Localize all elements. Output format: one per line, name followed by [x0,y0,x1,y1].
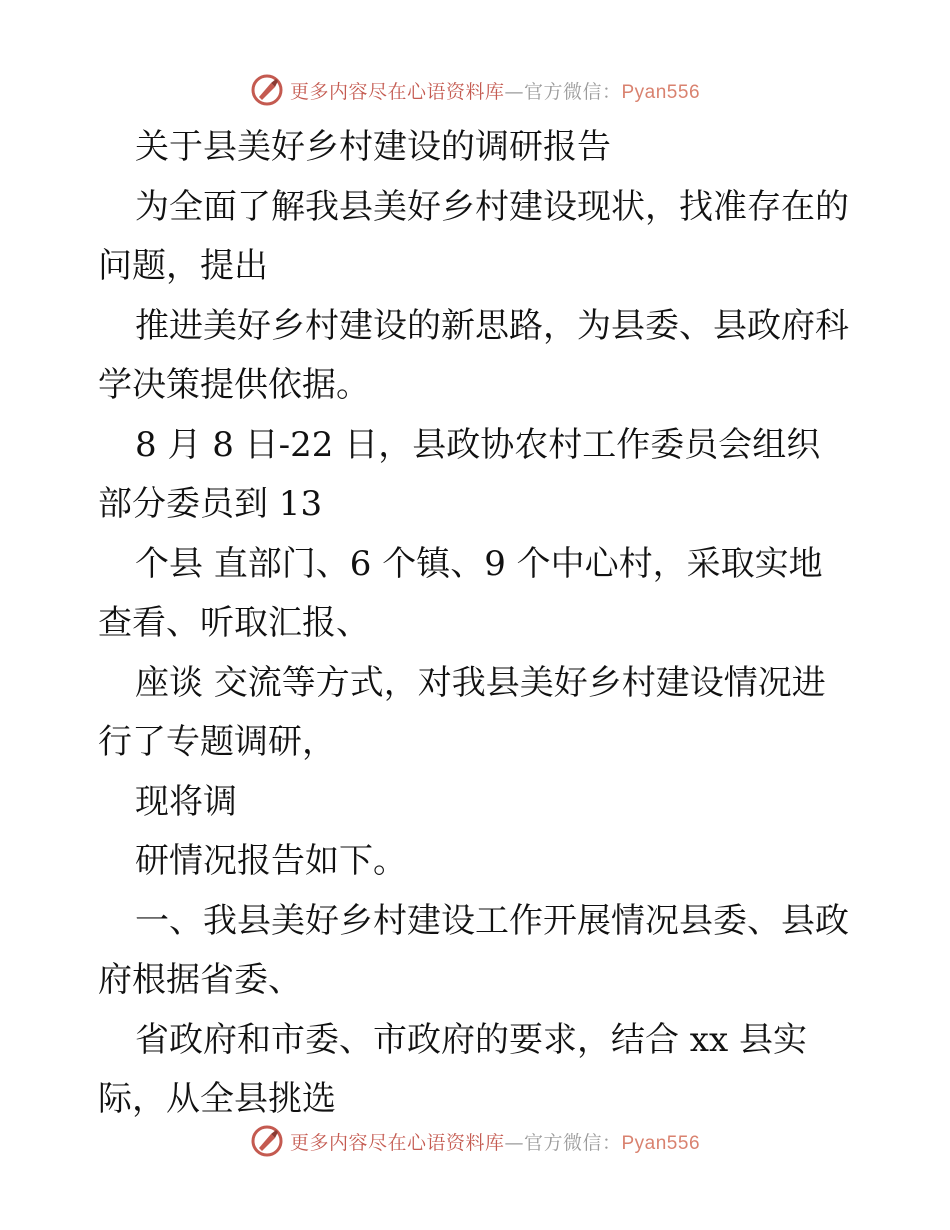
document-line: 查看、听取汇报、 [98,603,370,643]
document-line: 学决策提供依据。 [98,365,370,405]
document-line: 8 月 8 日-22 日，县政协农村工作委员会组织 [135,424,821,465]
document-line: 现将调 [135,781,237,822]
document-line: 研情况报告如下。 [135,841,407,881]
header-watermark [0,72,950,108]
document-line: 为全面了解我县美好乡村建设现状，找准存在的 [135,186,849,227]
footer-watermark [0,1123,950,1159]
document-line: 一、我县美好乡村建设工作开展情况县委、县政 [135,900,849,941]
document-line: 个县 直部门、6 个镇、9 个中心村，采取实地 [135,543,823,584]
document-line: 问题，提出 [98,246,268,286]
document-line: 座谈 交流等方式，对我县美好乡村建设情况进 [135,662,826,703]
document-line: 行了专题调研， [98,722,336,762]
document-line: 部分委员到 13 [98,484,323,524]
document-body [98,118,858,1130]
document-line: 际，从全县挑选 [98,1079,336,1119]
pen-nib-circle-icon [250,1124,284,1158]
document-line: 府根据省委、 [98,960,302,1000]
document-line: 推进美好乡村建设的新思路，为县委、县政府科 [135,305,849,346]
watermark-text: 更多内容尽在心语资料库—官方微信：Pyan556 [289,80,701,103]
watermark-text: 更多内容尽在心语资料库—官方微信：Pyan556 [289,1131,701,1154]
document-line: 关于县美好乡村建设的调研报告 [135,127,611,167]
pen-nib-circle-icon [250,73,284,107]
document-line: 省政府和市委、市政府的要求，结合 xx 县实 [135,1019,807,1060]
